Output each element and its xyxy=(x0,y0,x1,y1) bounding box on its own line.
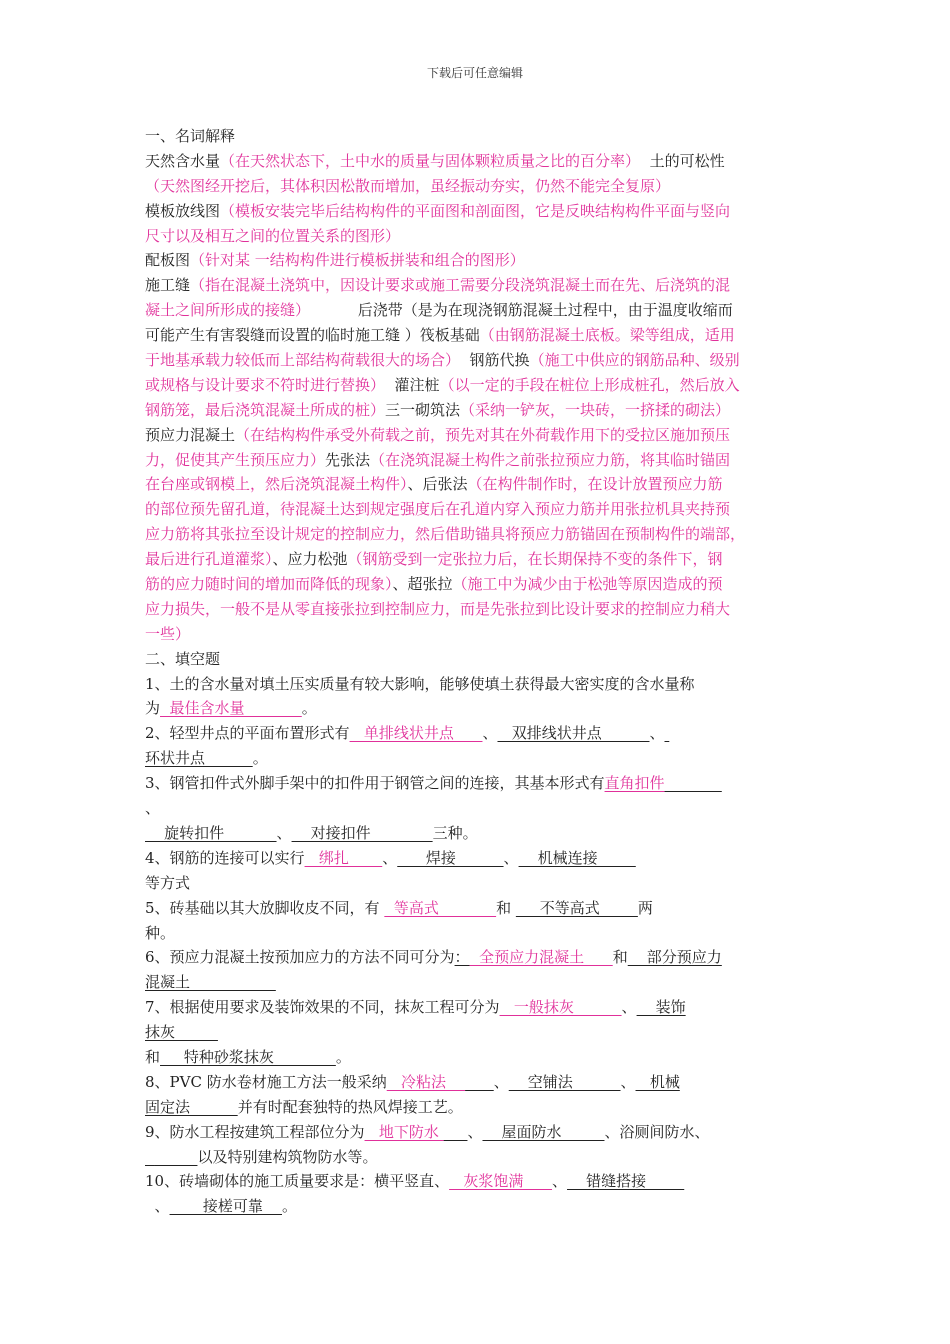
fill-blank xyxy=(665,774,722,792)
body-text: 土的可松性 xyxy=(640,151,725,170)
definition-text: 一些） xyxy=(145,624,191,643)
body-text: 、应力松弛 xyxy=(272,550,348,569)
text-line xyxy=(145,448,810,473)
text-line xyxy=(145,896,810,921)
body-text: 9、防水工程按建筑工程部位分为 xyxy=(145,1122,365,1141)
fill-blank: 全预应力混凝土 xyxy=(469,948,613,967)
fill-blank: 对接扣件 xyxy=(291,823,433,842)
fill-blank: 旋转扣件 xyxy=(145,823,277,842)
body-text: 后浇带（是为在现浇钢筋混凝土过程中，由于温度收缩而 xyxy=(310,301,733,320)
definition-text: 尺寸以及相互之间的位置关系的图形） xyxy=(145,226,401,245)
fill-blank: 直角扣件 xyxy=(604,774,665,793)
fill-blank: 地下防水 xyxy=(364,1122,444,1141)
body-text: 种。 xyxy=(145,923,176,942)
text-line xyxy=(145,1095,810,1120)
body-text: 二、填空题 xyxy=(145,649,221,668)
text-line xyxy=(145,547,810,572)
definition-text: 或规格与设计要求不符时进行替换） xyxy=(145,375,386,394)
body-text: 。 xyxy=(252,749,268,768)
definition-text: 应力筋将其张拉至设计规定的控制应力，然后借助锚具将预应力筋锚固在预制构件的端部， xyxy=(145,525,746,544)
text-line xyxy=(145,174,810,199)
text-line xyxy=(145,921,810,946)
definition-text: 钢筋笼，最后浇筑混凝土所成的桩） xyxy=(145,400,386,419)
definition-text: （指在混凝土浇筑中，因设计要求或施工需要分段浇筑混凝土而在先、后浇筑的混 xyxy=(190,276,731,295)
body-text: 、 xyxy=(482,724,498,743)
text-line xyxy=(145,273,810,298)
body-text: 灌注桩 xyxy=(385,375,440,394)
text-line xyxy=(145,995,810,1020)
fill-blank: 屋面防水 xyxy=(482,1122,605,1141)
body-text: 和 xyxy=(612,948,628,967)
text-line xyxy=(145,970,810,995)
text-line xyxy=(145,124,810,149)
body-text: 。 xyxy=(335,1047,351,1066)
fill-blank: 等高式 xyxy=(384,898,497,917)
body-text: 和 xyxy=(496,898,516,917)
body-text: 、 xyxy=(145,799,161,818)
text-line xyxy=(145,771,810,796)
text-line xyxy=(145,348,810,373)
body-text: 7、根据使用要求及装饰效果的不同，抹灰工程可分为 xyxy=(145,998,500,1017)
body-text: 、 xyxy=(621,998,637,1017)
text-line xyxy=(145,1045,810,1070)
body-text: 6、预应力混凝土按预加应力的方法不同可分为 xyxy=(145,948,455,967)
text-line xyxy=(145,1194,810,1219)
definition-text: 最后进行孔道灌浆） xyxy=(145,550,273,569)
text-line xyxy=(145,846,810,871)
fill-blank xyxy=(465,1073,494,1091)
definition-text: 凝土之间所形成的接缝） xyxy=(145,301,311,320)
text-line xyxy=(145,1145,810,1170)
definition-text: （在浇筑混凝土构件之前张拉预应力筋，将其临时锚固 xyxy=(370,450,731,469)
fill-blank: 单排线状井点 xyxy=(349,724,483,743)
definition-text: 力，促使其产生预压应力） xyxy=(145,450,326,469)
body-text: 三一砌筑法 xyxy=(385,400,461,419)
text-line xyxy=(145,298,810,323)
body-text: 、浴厕间防水、 xyxy=(604,1122,710,1141)
body-text: 可能产生有害裂缝而设置的临时施工缝 ）筏板基础 xyxy=(145,326,480,345)
fill-blank: 固定法 xyxy=(145,1097,238,1116)
body-text: 、 xyxy=(493,1072,509,1091)
body-text: 、超张拉 xyxy=(392,575,453,594)
definition-text: （在构件制作时，在设计放置预应力筋 xyxy=(467,475,723,494)
fill-blank xyxy=(145,1148,155,1166)
body-text: 5、砖基础以其大放脚收皮不同，有 xyxy=(145,898,385,917)
text-line xyxy=(145,572,810,597)
definition-text: 在台座或钢模上，然后浇筑混凝土构件） xyxy=(145,475,408,494)
fill-blank: 抹灰 xyxy=(145,1023,218,1042)
definition-text: 筋的应力随时间的增加而降低的现象） xyxy=(145,575,393,594)
body-text: 2、轻型井点的平面布置形式有 xyxy=(145,724,350,743)
page-header: 下载后可任意编辑 xyxy=(426,66,523,80)
body-text: 模板放线图 xyxy=(145,201,221,220)
definition-text: （在天然状态下，土中水的质量与固体颗粒质量之比的百分率） xyxy=(220,151,641,170)
text-line xyxy=(145,945,810,970)
document-body xyxy=(145,124,810,1219)
fill-blank: 环状井点 xyxy=(145,749,253,768)
body-text: 施工缝 xyxy=(145,276,191,295)
body-text: 、后张法 xyxy=(407,475,468,494)
body-text: 和 xyxy=(145,1047,161,1066)
fill-blank xyxy=(155,1148,198,1166)
text-line xyxy=(145,248,810,273)
text-line xyxy=(145,423,810,448)
body-text: 1、土的含水量对填土压实质量有较大影响，能够使填土获得最大密实度的含水量称 xyxy=(145,674,695,693)
text-line xyxy=(145,149,810,174)
text-line xyxy=(145,647,810,672)
fill-blank: 灰浆饱满 xyxy=(449,1172,553,1191)
body-text: 为 xyxy=(145,699,161,718)
fill-blank: 空铺法 xyxy=(508,1072,621,1091)
body-text: 以及特别建构筑物防水等。 xyxy=(197,1147,378,1166)
text-line xyxy=(145,1169,810,1194)
fill-blank: 机械连接 xyxy=(518,848,636,867)
text-line xyxy=(145,323,810,348)
text-line xyxy=(145,497,810,522)
text-line xyxy=(145,1020,810,1045)
body-text: 4、钢筋的连接可以实行 xyxy=(145,848,305,867)
body-text: 三种。 xyxy=(432,823,478,842)
body-text: 预应力混凝土 xyxy=(145,425,236,444)
body-text: 天然含水量 xyxy=(145,151,221,170)
fill-blank: 绑扎 xyxy=(304,848,383,867)
body-text: 、 xyxy=(276,823,292,842)
fill-blank: 焊接 xyxy=(397,848,504,867)
text-line xyxy=(145,622,810,647)
fill-blank: 错缝搭接 xyxy=(567,1172,685,1191)
text-line xyxy=(145,746,810,771)
text-line xyxy=(145,696,810,721)
text-line xyxy=(145,522,810,547)
text-line xyxy=(145,398,810,423)
body-text: 钢筋代换 xyxy=(460,351,530,370)
definition-text: （针对某 一结构构件进行模板拼装和组合的图形） xyxy=(190,251,525,270)
fill-blank xyxy=(444,1123,468,1141)
fill-blank: 一般抹灰 xyxy=(499,998,622,1017)
body-text: 配板图 xyxy=(145,251,191,270)
fill-blank: 部分预应力 xyxy=(627,948,722,967)
body-text: 、 xyxy=(649,724,665,743)
text-line xyxy=(145,597,810,622)
fill-blank: 机械 xyxy=(635,1072,680,1091)
fill-blank xyxy=(665,724,670,742)
body-text: 。 xyxy=(301,699,317,718)
text-line xyxy=(145,1120,810,1145)
definition-text: （在结构构件承受外荷载之前，预先对其在外荷载作用下的受拉区施加预压 xyxy=(235,425,731,444)
fill-blank: 接槎可靠 xyxy=(169,1197,282,1216)
body-text: 并有时配套独特的热风焊接工艺。 xyxy=(237,1097,463,1116)
text-line xyxy=(145,672,810,697)
body-text: 先张法 xyxy=(325,450,371,469)
definition-text: （模板安装完毕后结构构件的平面图和剖面图，它是反映结构构件平面与竖向 xyxy=(220,201,731,220)
body-text: 、 xyxy=(503,848,519,867)
fill-blank: ： xyxy=(454,948,470,967)
fill-blank: 特种砂浆抹灰 xyxy=(160,1047,336,1066)
definition-text: 于地基承载力较低而上部结构荷载很大的场合） xyxy=(145,351,461,370)
definition-text: （由钢筋混凝土底板。梁等组成，适用 xyxy=(479,326,735,345)
text-line xyxy=(145,1070,810,1095)
definition-text: （施工中为减少由于松弛等原因造成的预 xyxy=(452,575,723,594)
text-line xyxy=(145,224,810,249)
body-text: 3、钢管扣件式外脚手架中的扣件用于钢管之间的连接，其基本形式有 xyxy=(145,774,605,793)
body-text: 、 xyxy=(620,1072,636,1091)
definition-text: （采纳一铲灰，一块砖，一挤揉的砌法） xyxy=(460,400,731,419)
text-line xyxy=(145,199,810,224)
definition-text: （以一定的手段在桩位上形成桩孔，然后放入 xyxy=(439,375,740,394)
body-text: 10、砖墙砌体的施工质量要求是：横平竖直、 xyxy=(145,1172,450,1191)
body-text: 8、PVC 防水卷材施工方法一般采纳 xyxy=(145,1072,387,1091)
fill-blank: 最佳含水量 xyxy=(160,699,302,718)
body-text: 、 xyxy=(552,1172,568,1191)
body-text: 。 xyxy=(282,1197,298,1216)
fill-blank: 装饰 xyxy=(636,998,686,1017)
body-text: 一、名词解释 xyxy=(145,127,236,145)
text-line xyxy=(145,373,810,398)
definition-text: （钢筋受到一定张拉力后，在长期保持不变的条件下，钢 xyxy=(347,550,723,569)
fill-blank: 不等高式 xyxy=(515,898,638,917)
text-line xyxy=(145,472,810,497)
definition-text: 应力损失，一般不是从零直接张拉到控制应力，而是先张拉到比设计要求的控制应力稍大 xyxy=(145,599,731,618)
body-text: 、 xyxy=(467,1122,483,1141)
text-line xyxy=(145,871,810,896)
text-line xyxy=(145,796,810,821)
body-text: 、 xyxy=(145,1197,170,1216)
body-text: 两 xyxy=(637,898,653,917)
body-text: 、 xyxy=(382,848,398,867)
fill-blank: 双排线状井点 xyxy=(497,724,650,743)
fill-blank: 冷粘法 xyxy=(386,1072,466,1091)
text-line xyxy=(145,821,810,846)
definition-text: 的部位预先留孔道，待混凝土达到规定强度后在孔道内穿入预应力筋并用张拉机具夹持预 xyxy=(145,500,731,519)
definition-text: （施工中供应的钢筋品种、级别 xyxy=(529,351,740,370)
fill-blank: 混凝土 xyxy=(145,973,276,992)
text-line xyxy=(145,721,810,746)
definition-text: （天然图经开挖后，其体积因松散而增加，虽经振动夯实，仍然不能完全复原） xyxy=(145,176,671,195)
body-text: 等方式 xyxy=(145,873,191,892)
